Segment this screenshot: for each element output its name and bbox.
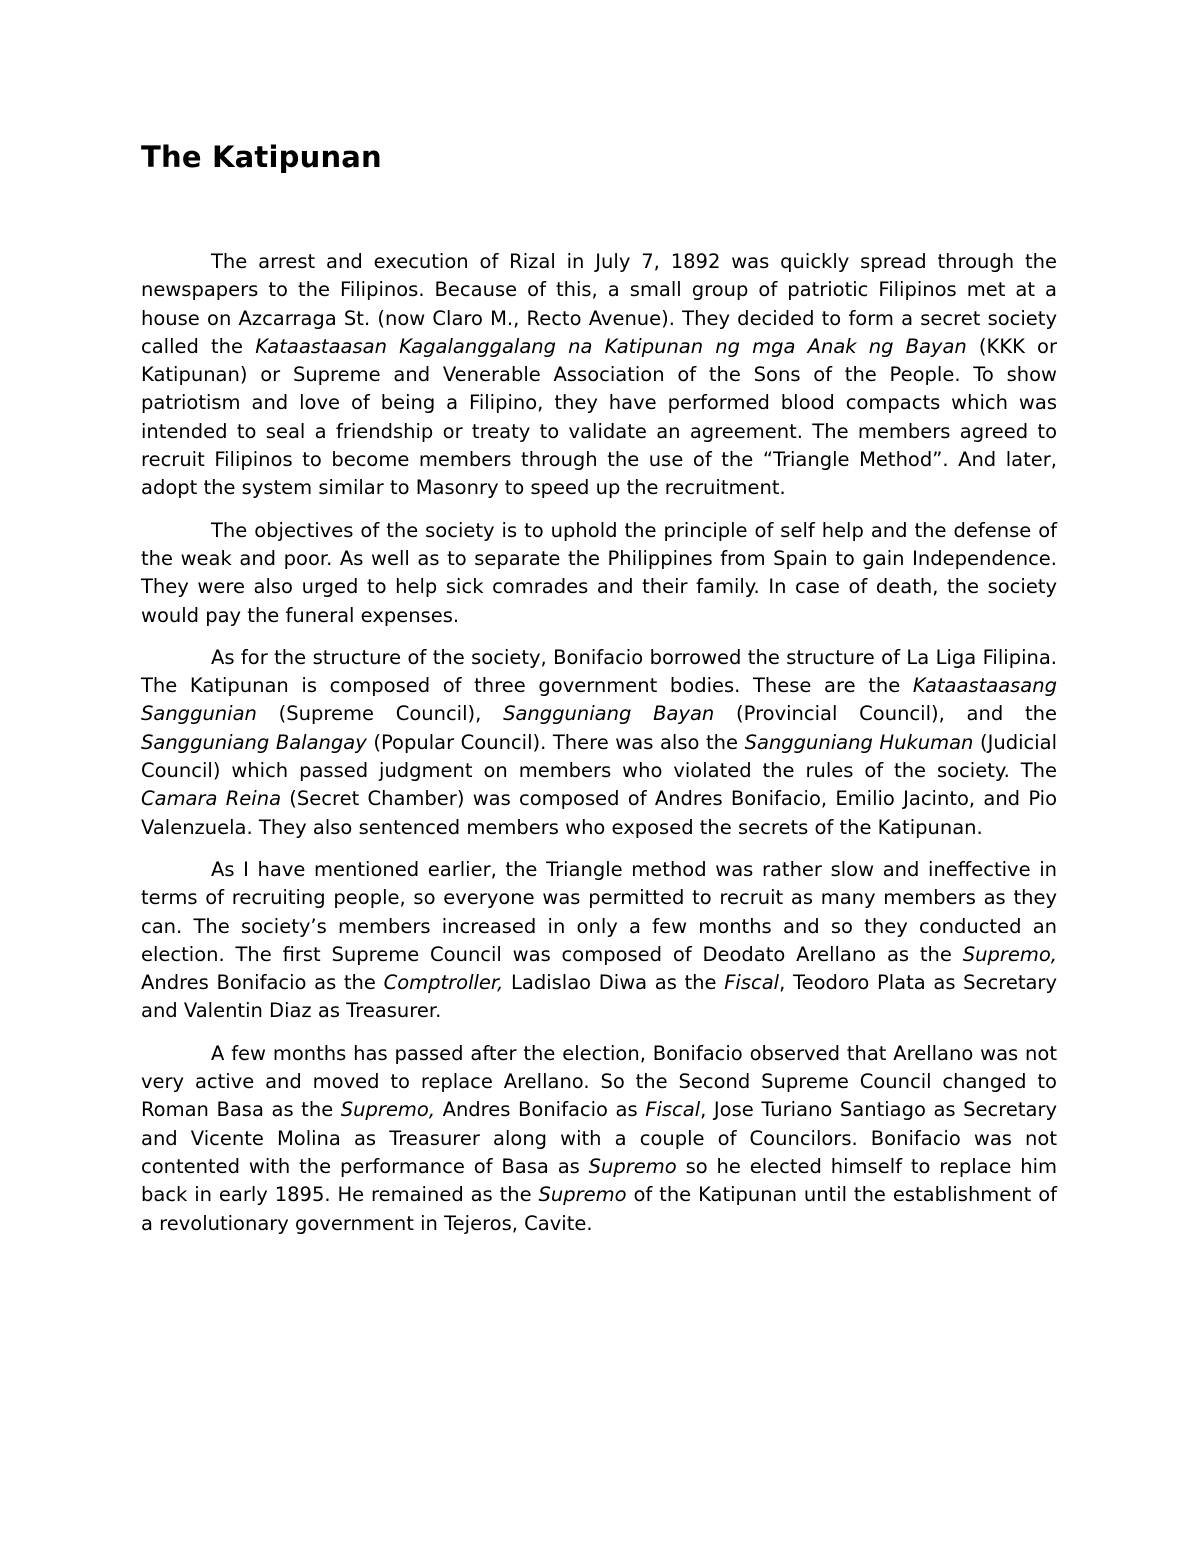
text-run: so he elected himself to replace him back in early 1895. He remained as the: [141, 1154, 1057, 1207]
text-run: Ladislao Diwa as the: [503, 971, 725, 995]
document-body: [141, 248, 1057, 1238]
text-run: As for the structure of the society, Bonifacio borrowed the structure of La Liga Filipina. The Katipunan is composed of three government bodies. These are the: [141, 645, 1057, 698]
text-run: A few months has passed after the election, Bonifacio observed that Arellano was not very active and moved to replace Arellano. So the Second Supreme Council changed to Roman Basa as the: [141, 1041, 1057, 1122]
text-run-italic: Supremo,: [962, 942, 1057, 966]
text-run-italic: Supremo,: [340, 1098, 436, 1122]
text-run: Andres Bonifacio as the: [141, 971, 384, 995]
paragraph-1: [141, 248, 1057, 503]
page-title: The Katipunan: [141, 140, 382, 174]
text-run-italic: Sangguniang Balangay: [141, 730, 367, 754]
text-run-italic: Kataastaasan Kagalanggalang na Katipunan ng mga Anak ng Bayan: [255, 334, 967, 358]
text-run-italic: Sangguniang Bayan: [503, 702, 715, 726]
text-run-italic: Fiscal: [724, 971, 780, 995]
text-run: (KKK or Katipunan) or Supreme and Venerable Association of the Sons of the People. To show patriotism and love of being a Filipino, they have performed blood compacts which was intended to seal a friendship or treaty to validate an agreement. The members agreed to recruit Filipinos to become members through the use of the “Triangle Method”. And later, adopt the system similar to Masonry to speed up the recruitment.: [141, 334, 1057, 500]
text-run: (Supreme Council),: [256, 702, 504, 726]
text-run-italic: Kataastaasang Sanggunian: [141, 674, 1057, 726]
text-run: The arrest and execution of Rizal in July 7, 1892 was quickly spread through the newspapers to the Filipinos. Because of this, a small group of patriotic Filipinos met at a house on Azcarraga St. (now Claro M., Recto Avenue). They decided to form a secret society called the: [141, 250, 1057, 358]
text-run: (Secret Chamber) was composed of Andres Bonifacio, Emilio Jacinto, and Pio Valenzuela. They also sentenced members who exposed the secrets of the Katipunan.: [141, 787, 1057, 839]
text-run-italic: Comptroller,: [383, 971, 504, 995]
text-run: Andres Bonifacio as: [435, 1098, 646, 1122]
text-run: (Popular Council). There was also the: [366, 730, 745, 754]
text-run: , Teodoro Plata as Secretary and Valentin Diaz as Treasurer.: [141, 971, 1057, 1023]
paragraph-3: [141, 644, 1057, 842]
paragraph-4: [141, 856, 1057, 1026]
text-run: (Judicial Council) which passed judgment on members who violated the rules of the society. The: [141, 730, 1058, 783]
text-run: The objectives of the society is to uphold the principle of self help and the defense of the weak and poor. As well as to separate the Philippines from Spain to gain Independence. They were also urged to help sick comrades and their family. In case of death, the society would pay the funeral expenses.: [141, 518, 1057, 627]
text-run: As I have mentioned earlier, the Triangle method was rather slow and ineffective in terms of recruiting people, so everyone was permitted to recruit as many members as they can. The society’s members increased in only a few months and so they conducted an election. The first Supreme Council was composed of Deodato Arellano as the: [141, 857, 1057, 966]
paragraph-5: [141, 1040, 1057, 1238]
text-run-italic: Camara Reina: [141, 787, 282, 811]
paragraph-2: [141, 517, 1057, 630]
text-run-italic: Supremo: [588, 1154, 677, 1178]
text-run: of the Katipunan until the establishment of a revolutionary government in Tejeros, Cavite.: [141, 1183, 1058, 1235]
text-run: (Provincial Council), and the: [714, 702, 1057, 726]
text-run-italic: Sangguniang Hukuman: [744, 730, 974, 754]
text-run: , Jose Turiano Santiago as Secretary and Vicente Molina as Treasurer along with a couple of Councilors. Bonifacio was not contented with the performance of Basa as: [141, 1098, 1057, 1178]
text-run-italic: Fiscal: [645, 1098, 701, 1122]
text-run-italic: Supremo: [538, 1183, 627, 1207]
